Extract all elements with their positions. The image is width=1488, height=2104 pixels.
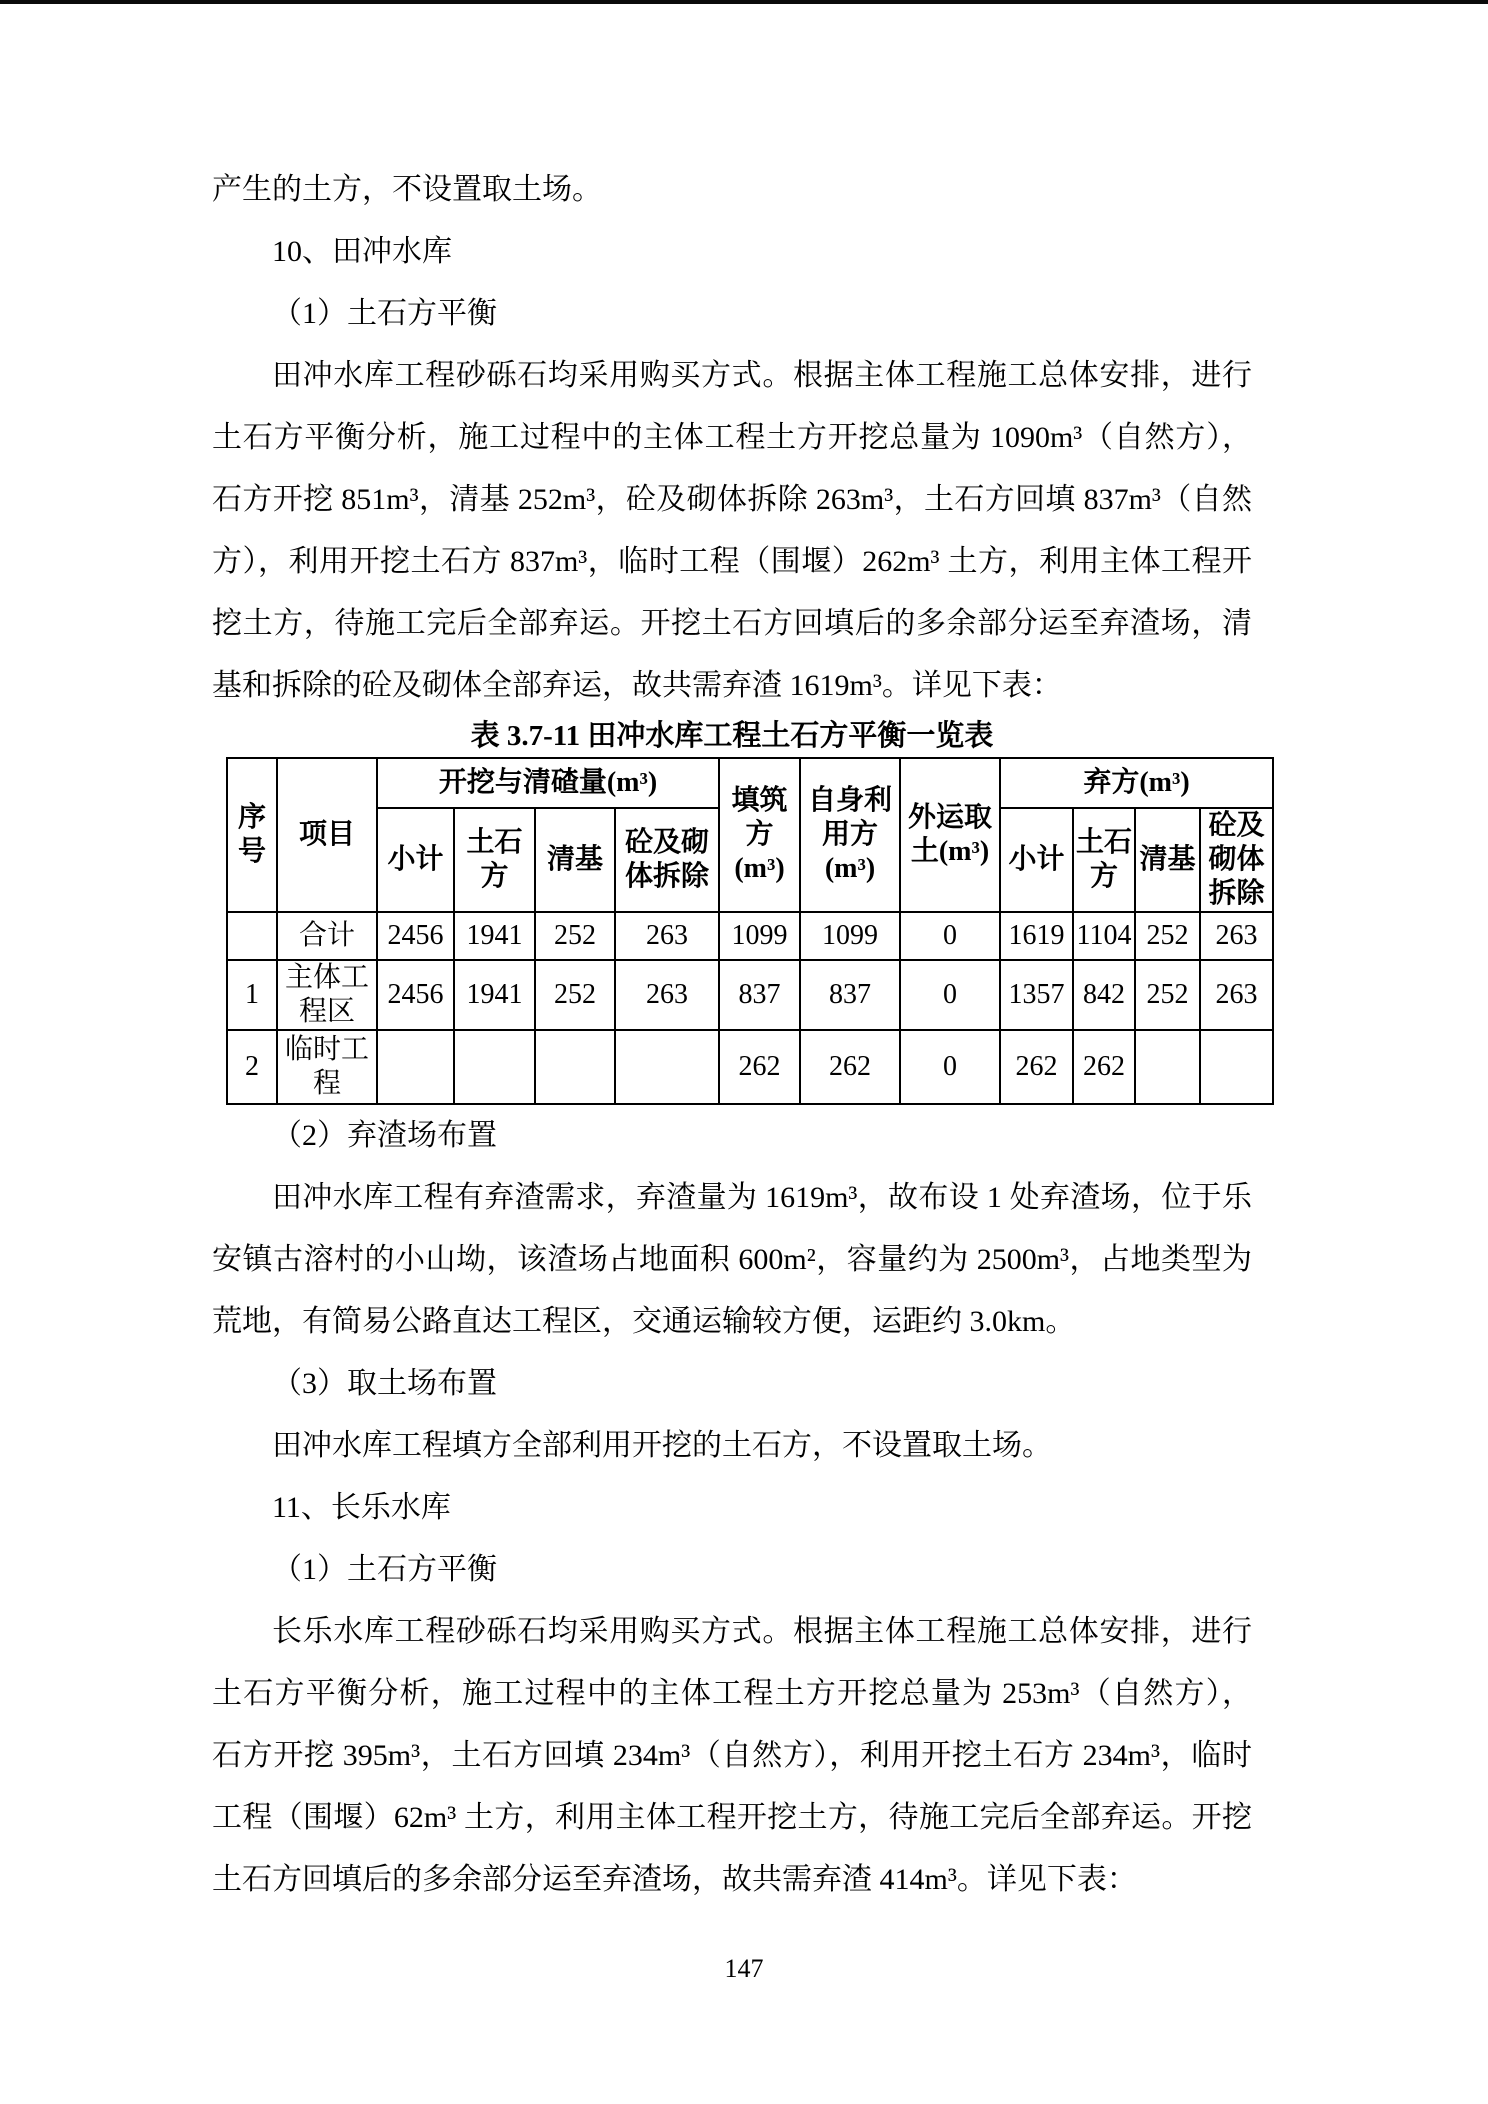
col-subheader: 小计 (1000, 808, 1073, 912)
earthwork-balance-table (226, 757, 1274, 1105)
table-cell: 837 (719, 960, 800, 1030)
table-cell (1200, 1030, 1273, 1104)
paragraph-line: 工程（围堰）62m³ 土方，利用主体工程开挖土方，待施工完后全部弃运。开挖 (212, 1801, 1252, 1834)
table-cell: 合计 (277, 912, 377, 960)
subsection-heading-1b: （1）土石方平衡 (272, 1553, 497, 1586)
table-cell: 1357 (1000, 960, 1073, 1030)
paragraph-line: 田冲水库工程有弃渣需求，弃渣量为 1619m³，故布设 1 处弃渣场，位于乐 (272, 1181, 1252, 1214)
table-cell (1135, 1030, 1200, 1104)
table-cell: 842 (1073, 960, 1135, 1030)
paragraph-line: 荒地，有简易公路直达工程区，交通运输较方便，运距约 3.0km。 (212, 1305, 1076, 1338)
table-cell: 262 (1000, 1030, 1073, 1104)
table-cell: 2 (227, 1030, 277, 1104)
col-subheader: 土石方 (454, 808, 535, 912)
table-cell: 临时工程 (277, 1030, 377, 1104)
page-number: 147 (724, 1954, 764, 1983)
table-cell: 263 (1200, 912, 1273, 960)
col-group-waste: 弃方(m³) (1000, 758, 1273, 808)
paragraph-line: 方），利用开挖土石方 837m³，临时工程（围堰）262m³ 土方，利用主体工程开 (212, 545, 1252, 578)
col-header-outsourced: 外运取土(m³) (900, 758, 1000, 912)
section-heading-11: 11、长乐水库 (272, 1491, 451, 1524)
col-subheader: 砼及砌体拆除 (615, 808, 719, 912)
table-cell: 2456 (377, 960, 454, 1030)
table-cell: 262 (800, 1030, 900, 1104)
table-cell: 主体工程区 (277, 960, 377, 1030)
table-row-main-works (227, 960, 1273, 1030)
table-cell: 837 (800, 960, 900, 1030)
table-cell: 0 (900, 1030, 1000, 1104)
table-cell: 263 (1200, 960, 1273, 1030)
table-cell: 252 (535, 960, 615, 1030)
table-cell: 252 (535, 912, 615, 960)
page-content (0, 4, 1488, 1911)
section-heading-10: 10、田冲水库 (272, 235, 452, 268)
col-header-item: 项目 (277, 758, 377, 912)
paragraph-line: 石方开挖 851m³，清基 252m³，砼及砌体拆除 263m³，土石方回填 837m³（自然 (212, 483, 1252, 516)
paragraph-line: 长乐水库工程砂砾石均采用购买方式。根据主体工程施工总体安排，进行 (272, 1615, 1252, 1648)
paragraph-line: 挖土方，待施工完后全部弃运。开挖土石方回填后的多余部分运至弃渣场，清 (212, 607, 1252, 640)
col-group-excavation: 开挖与清碴量(m³) (377, 758, 719, 808)
table-row-total (227, 912, 1273, 960)
paragraph-line: 石方开挖 395m³，土石方回填 234m³（自然方），利用开挖土石方 234m³，临时 (212, 1739, 1252, 1772)
table-cell: 262 (1073, 1030, 1135, 1104)
table-cell (377, 1030, 454, 1104)
table-cell: 252 (1135, 960, 1200, 1030)
table-cell: 1941 (454, 912, 535, 960)
subsection-heading-3: （3）取土场布置 (272, 1367, 497, 1400)
table-cell: 1099 (719, 912, 800, 960)
col-subheader: 清基 (1135, 808, 1200, 912)
table-cell: 263 (615, 960, 719, 1030)
table-cell: 1099 (800, 912, 900, 960)
paragraph-line: 土石方平衡分析，施工过程中的主体工程土方开挖总量为 1090m³（自然方）， (212, 421, 1252, 454)
paragraph-line: 安镇古溶村的小山坳，该渣场占地面积 600m²，容量约为 2500m³，占地类型为 (212, 1243, 1252, 1276)
paragraph-line: 田冲水库工程砂砾石均采用购买方式。根据主体工程施工总体安排，进行 (272, 359, 1252, 392)
table-cell: 252 (1135, 912, 1200, 960)
col-subheader: 小计 (377, 808, 454, 912)
table-cell: 1104 (1073, 912, 1135, 960)
table-cell: 1619 (1000, 912, 1073, 960)
subsection-heading-1: （1）土石方平衡 (272, 297, 497, 330)
paragraph-line: 基和拆除的砼及砌体全部弃运，故共需弃渣 1619m³。详见下表： (212, 669, 1062, 702)
col-header-fill: 填筑方(m³) (719, 758, 800, 912)
table-cell (535, 1030, 615, 1104)
table-cell: 262 (719, 1030, 800, 1104)
table-cell (454, 1030, 535, 1104)
paragraph-line: 田冲水库工程填方全部利用开挖的土石方，不设置取土场。 (272, 1429, 1052, 1462)
body-line: 产生的土方，不设置取土场。 (212, 173, 602, 206)
table-cell: 1 (227, 960, 277, 1030)
paragraph-line: 土石方回填后的多余部分运至弃渣场，故共需弃渣 414m³。详见下表： (212, 1863, 1137, 1896)
subsection-heading-2: （2）弃渣场布置 (272, 1119, 497, 1152)
table-cell: 2456 (377, 912, 454, 960)
table-row-temporary-works (227, 1030, 1273, 1104)
paragraph-line: 土石方平衡分析，施工过程中的主体工程土方开挖总量为 253m³（自然方）， (212, 1677, 1252, 1710)
col-subheader: 土石方 (1073, 808, 1135, 912)
table-cell (227, 912, 277, 960)
col-subheader: 清基 (535, 808, 615, 912)
table-cell: 0 (900, 912, 1000, 960)
table-cell: 0 (900, 960, 1000, 1030)
col-header-seq: 序号 (227, 758, 277, 912)
col-header-self-use: 自身利用方(m³) (800, 758, 900, 912)
table-cell: 1941 (454, 960, 535, 1030)
col-subheader: 砼及砌体拆除 (1200, 808, 1273, 912)
table-caption: 表 3.7-11 田冲水库工程土石方平衡一览表 (470, 720, 994, 752)
table-cell (615, 1030, 719, 1104)
table-cell: 263 (615, 912, 719, 960)
